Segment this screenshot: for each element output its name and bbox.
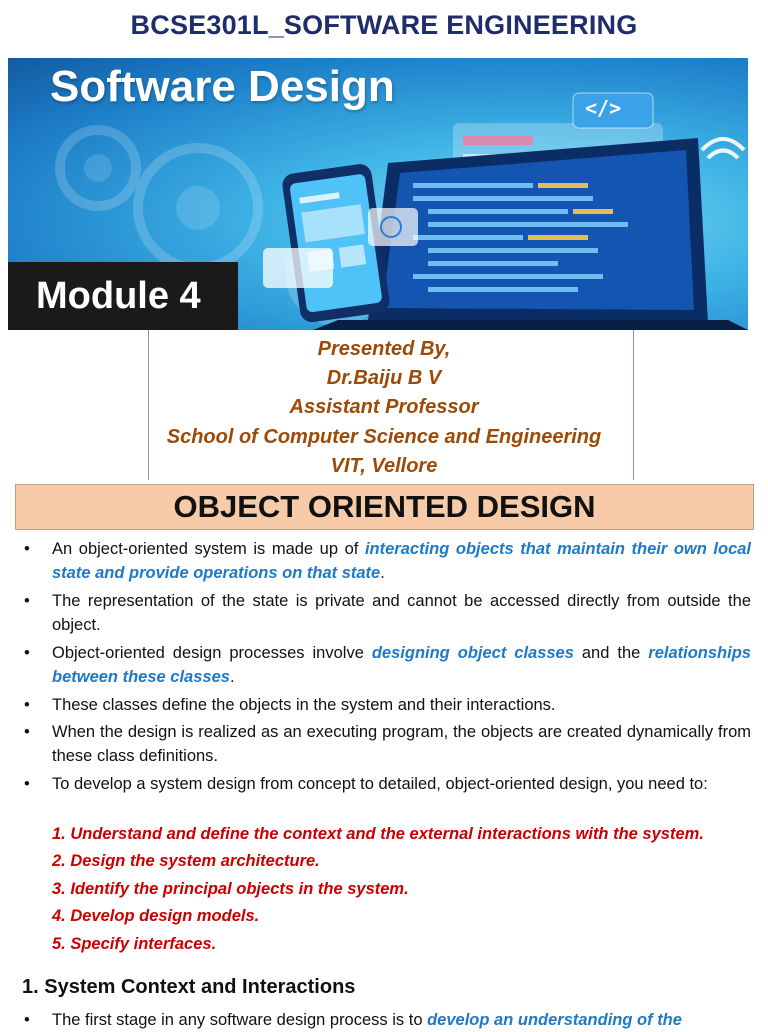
step-item: 4. Develop design models.	[52, 907, 260, 925]
subsection-heading: 1. System Context and Interactions	[22, 976, 356, 998]
bullet-text: An object-oriented system is made up of	[52, 540, 365, 558]
bullet-item	[52, 1008, 751, 1032]
bullet-text: Object-oriented design processes involve	[52, 644, 372, 662]
presented-by: Presented By,	[317, 338, 451, 360]
bullet-text: .	[380, 564, 385, 582]
bullet-item	[52, 641, 751, 689]
step-item: 1. Understand and define the context and the external interactions with the system.	[52, 825, 704, 843]
bullet-item	[52, 537, 751, 585]
bullet-text: The representation of the state is private and cannot be accessed directly from outside the object.	[52, 592, 751, 634]
bullet-highlight: relationships between these classes	[52, 644, 751, 686]
step-item: 5. Specify interfaces.	[52, 935, 217, 953]
bullet-text: These classes define the objects in the system and their interactions.	[52, 696, 556, 714]
bullet-highlight: interacting objects that maintain their own local state and provide operations on that state	[52, 540, 752, 582]
section-title: OBJECT ORIENTED DESIGN	[15, 484, 754, 530]
course-title: BCSE301L_SOFTWARE ENGINEERING	[130, 10, 638, 40]
presenter-title: Assistant Professor	[289, 396, 479, 418]
presenter-school: School of Computer Science and Engineering	[166, 426, 602, 448]
presenter-institution: VIT, Vellore	[330, 455, 438, 477]
bullet-text: and the	[573, 644, 649, 662]
code-tag-icon: </>	[585, 96, 622, 120]
bullet-highlight: develop an understanding of the	[427, 1011, 682, 1029]
bullet-item	[52, 693, 751, 717]
banner-heading: Software Design	[50, 62, 395, 111]
bullet-highlight: designing object classes	[371, 644, 574, 662]
module-label: Module 4	[8, 262, 238, 330]
step-item: 2. Design the system architecture.	[52, 852, 320, 870]
bullet-item	[52, 589, 751, 637]
bullet-text: The first stage in any software design process is to	[52, 1011, 428, 1029]
bullet-text: When the design is realized as an executing program, the objects are created dynamically from these class definitions.	[52, 723, 751, 765]
software-design-banner	[8, 58, 748, 330]
presenter-name: Dr.Baiju B V	[326, 367, 442, 389]
bullet-item	[52, 720, 751, 768]
bullet-item	[52, 772, 751, 796]
step-item: 3. Identify the principal objects in the system.	[52, 880, 409, 898]
bullet-text: .	[229, 668, 235, 686]
bullet-text: To develop a system design from concept to detailed, object-oriented design, you need to:	[52, 775, 708, 793]
